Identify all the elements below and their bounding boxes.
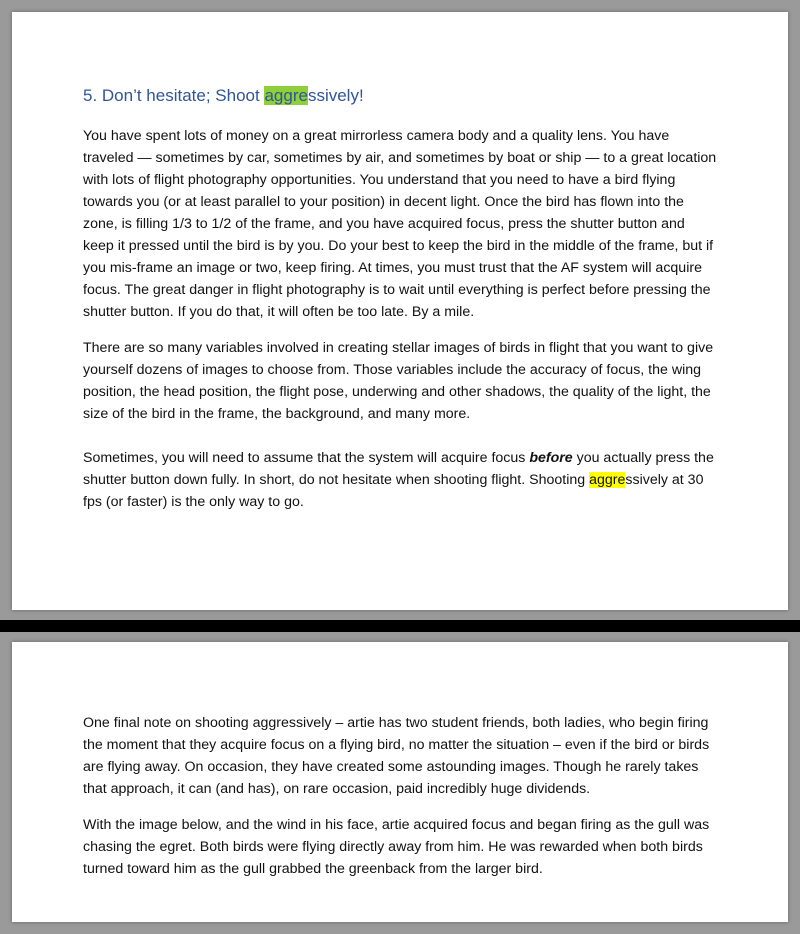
paragraph-4: One final note on shooting aggressively – artie has two student friends, both ladies, who begin firing the moment that they acquire focus on a flying bird, no matter the situation – even if the bird or birds are flying away. On occasion, they have created some astounding images. Though he rarely takes that approach, it can (and has), on rare occasion, paid incredibly huge dividends. [83,715,710,797]
heading-highlight: aggre [264,86,308,105]
paragraph-3-part3: ssively at 30 fps (or faster) is the only way to go. [83,472,704,510]
paragraph-2: There are so many variables involved in creating stellar images of birds in flight that you want to give yourself dozens of images to choose from. Those variables include the accuracy of focus, the wing position, the head position, the flight pose, underwing and other shadows, the quality of the light, the size of the bird in the frame, the background, and many more. [83,340,714,422]
heading-prefix: 5. Don’t hesitate; Shoot [83,86,265,105]
document-page-2 [12,642,788,922]
section-heading [83,85,718,107]
text-highlight: aggre [589,472,626,488]
paragraph-3-part2: you actually press the shutter button down fully. In short, do not hesitate when shooting flight. Shooting [83,450,714,488]
paragraph-5: With the image below, and the wind in his face, artie acquired focus and began firing as the gull was chasing the egret. Both birds were flying directly away from him. He was rewarded when both birds turned toward him as the gull grabbed the greenback from the larger bird. [83,817,710,877]
document-page-1 [12,12,788,610]
paragraph-3-part1: Sometimes, you will need to assume that the system will acquire focus [83,450,530,466]
paragraph-3 [83,447,718,513]
heading-suffix: ssively! [307,86,364,105]
page-divider [0,620,800,632]
paragraph-1: You have spent lots of money on a great mirrorless camera body and a quality lens. You have traveled — sometimes by car, sometimes by air, and sometimes by boat or ship — to a great location with lots of flight photography opportunities. You understand that you need to have a bird flying towards you (or at least parallel to your position) in decent light. Once the bird has flown into the zone, is filling 1/3 to 1/2 of the frame, and you have acquired focus, press the shutter button and keep it pressed until the bird is by you. Do your best to keep the bird in the middle of the frame, but if you mis-frame an image or two, keep firing. At times, you must trust that the AF system will acquire focus. The great danger in flight photography is to wait until everything is perfect before pressing the shutter button. If you do that, it will often be too late. By a mile. [83,128,717,320]
paragraph-gap [83,439,718,447]
emphasis-before: before [529,450,573,466]
